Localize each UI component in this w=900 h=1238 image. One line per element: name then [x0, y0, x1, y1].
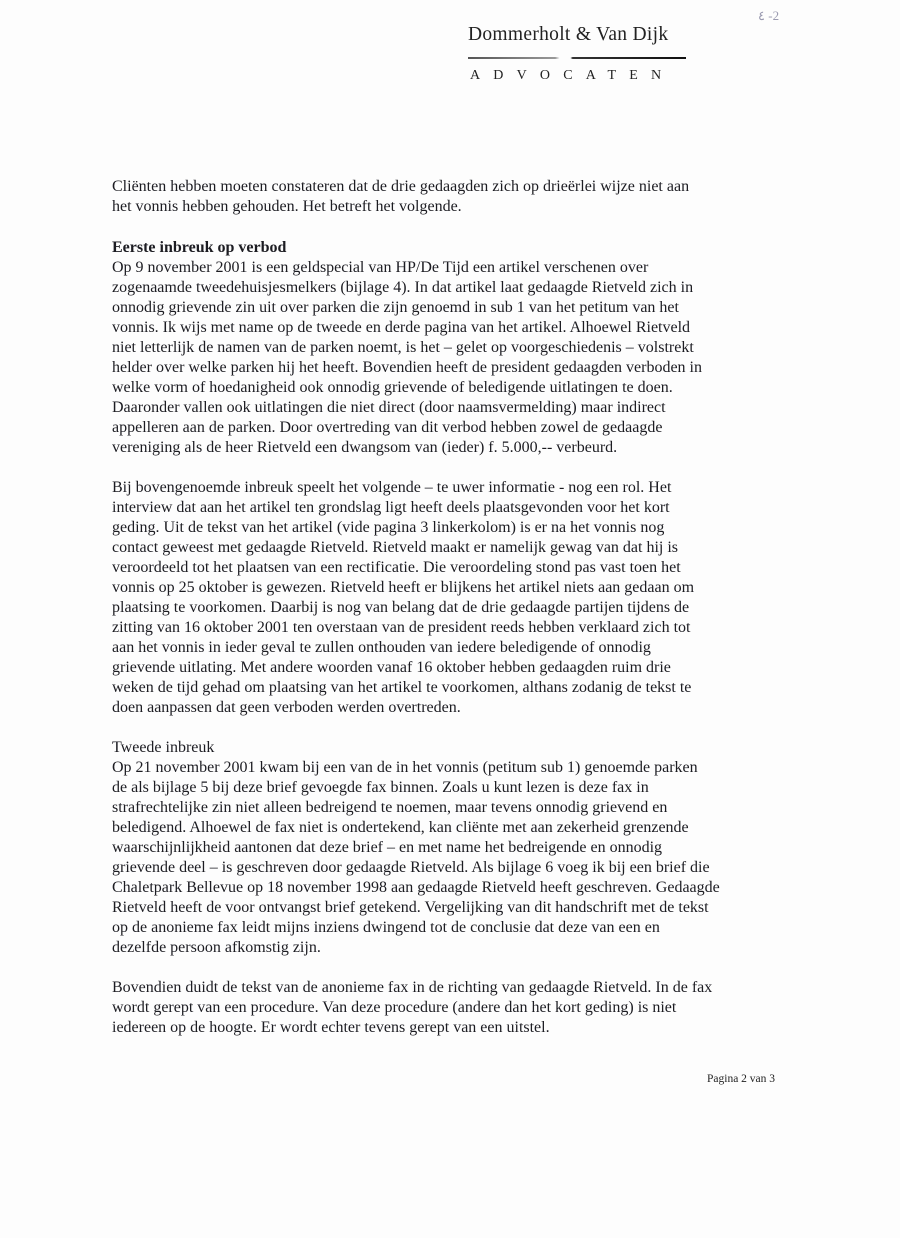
top-right-margin-mark: ٤ -2: [758, 8, 780, 23]
page-number: Pagina 2 van 3: [707, 1073, 776, 1085]
text-line: Bij bovengenoemde inbreuk speelt het volgende – te uwer informatie - nog een rol. Het: [112, 479, 672, 496]
text-line: veroordeeld tot het plaatsen van een rectificatie. Die veroordeling stond pas vast toen het: [112, 559, 681, 576]
text-line: wordt gerept van een procedure. Van deze procedure (andere dan het kort geding) is niet: [112, 999, 677, 1016]
text-line: Daaronder vallen ook uitlatingen die niet direct (door naamsvermelding) maar indirect: [112, 399, 666, 416]
text-line: Op 21 november 2001 kwam bij een van de in het vonnis (petitum sub 1) genoemde parken: [112, 759, 698, 776]
text-line: appelleren aan de parken. Door overtreding van dit verbod hebben zowel de gedaagde: [112, 419, 663, 436]
text-line: welke vorm of hoedanigheid ook onnodig grievende of beledigende uitlatingen te doen.: [112, 379, 673, 396]
text-line: vonnis. Ik wijs met name op de tweede en derde pagina van het artikel. Alhoewel Rietveld: [112, 319, 691, 336]
text-line: het vonnis hebben gehouden. Het betreft het volgende.: [112, 198, 462, 215]
text-line: Cliënten hebben moeten constateren dat de drie gedaagden zich op drieërlei wijze niet aan: [112, 178, 690, 195]
text-line: vereniging als de heer Rietveld een dwangsom van (ieder) f. 5.000,-- verbeurd.: [112, 439, 618, 456]
text-line: strafrechtelijke zin niet alleen bedreigend te noemen, maar tevens onnodig grievend en: [112, 799, 668, 816]
section1-heading: Eerste inbreuk op verbod: [112, 239, 287, 256]
text-line: helder over welke parken hij het heeft. Bovendien heeft de president gedaagden verboden in: [112, 359, 702, 376]
text-line: Op 9 november 2001 is een geldspecial van HP/De Tijd een artikel verschenen over: [112, 259, 649, 276]
text-line: grievende uitlating. Met andere woorden vanaf 16 oktober hebben gedaagden ruim drie: [112, 659, 671, 676]
text-line: geding. Uit de tekst van het artikel (vide pagina 3 linkerkolom) is er na het vonnis nog: [112, 519, 665, 536]
text-line: waarschijnlijkheid aantonen dat deze brief – en met name het bedreigende en onnodig: [112, 839, 663, 856]
text-line: weken de tijd gehad om plaatsing van het artikel te voorkomen, althans zodanig de tekst te: [112, 679, 692, 696]
section2-paragraph1: [112, 758, 720, 958]
text-line: Bovendien duidt de tekst van de anonieme fax in de richting van gedaagde Rietveld. In de fax: [112, 979, 713, 996]
text-line: vonnis op 25 oktober is gewezen. Rietveld heeft er blijkens het artikel niets aan gedaan om: [112, 579, 695, 596]
text-line: interview dat aan het artikel ten grondslag ligt heeft deels plaatsgevonden voor het kort: [112, 499, 670, 516]
text-line: iedereen op de hoogte. Er wordt echter tevens gerept van een uitstel.: [112, 1019, 550, 1036]
text-line: grievende deel – is geschreven door gedaagde Rietveld. Als bijlage 6 voeg ik bij een brief die: [112, 859, 710, 876]
text-line: Rietveld heeft de voor ontvangst brief getekend. Vergelijking van dit handschrift met de tekst: [112, 899, 709, 916]
text-line: contact geweest met gedaagde Rietveld. Rietveld maakt er namelijk gewag van dat hij is: [112, 539, 679, 556]
text-line: niet letterlijk de namen van de parken noemt, is het – gelet op voorgeschiedenis – volstrekt: [112, 339, 694, 356]
firm-subtitle: ADVOCATEN: [470, 68, 675, 83]
text-line: op de anonieme fax leidt mijns inziens dwingend tot de conclusie dat deze van een en: [112, 919, 660, 936]
intro-paragraph: [112, 177, 689, 217]
text-line: dezelfde persoon afkomstig zijn.: [112, 939, 321, 956]
section1-paragraph2: [112, 478, 694, 718]
text-line: zogenaamde tweedehuisjesmelkers (bijlage 4). In dat artikel laat gedaagde Rietveld zich in: [112, 279, 694, 296]
section1-paragraph1: [112, 258, 702, 458]
firm-name: Dommerholt & Van Dijk: [468, 24, 669, 45]
text-line: plaatsing te voorkomen. Daarbij is nog van belang dat de drie gedaagde partijen tijdens de: [112, 599, 690, 616]
text-line: beledigend. Alhoewel de fax niet is ondertekend, kan cliënte met aan zekerheid grenzende: [112, 819, 689, 836]
text-line: Chaletpark Bellevue op 18 november 1998 aan gedaagde Rietveld heeft geschreven. Gedaagde: [112, 879, 720, 896]
letterhead-divider: [468, 57, 686, 59]
text-line: aan het vonnis in ieder geval te zullen onthouden van iedere beledigende of onnodig: [112, 639, 651, 656]
text-line: zitting van 16 oktober 2001 ten overstaan van de president reeds hebben verklaard zich tot: [112, 619, 691, 636]
section2-paragraph2: [112, 978, 712, 1038]
section2-heading: Tweede inbreuk: [112, 739, 215, 756]
text-line: onnodig grievende zin uit over parken die zijn genoemd in sub 1 van het petitum van het: [112, 299, 679, 316]
text-line: doen aanpassen dat geen verboden werden overtreden.: [112, 699, 461, 716]
text-line: de als bijlage 5 bij deze brief gevoegde fax binnen. Zoals u kunt lezen is deze fax in: [112, 779, 649, 796]
